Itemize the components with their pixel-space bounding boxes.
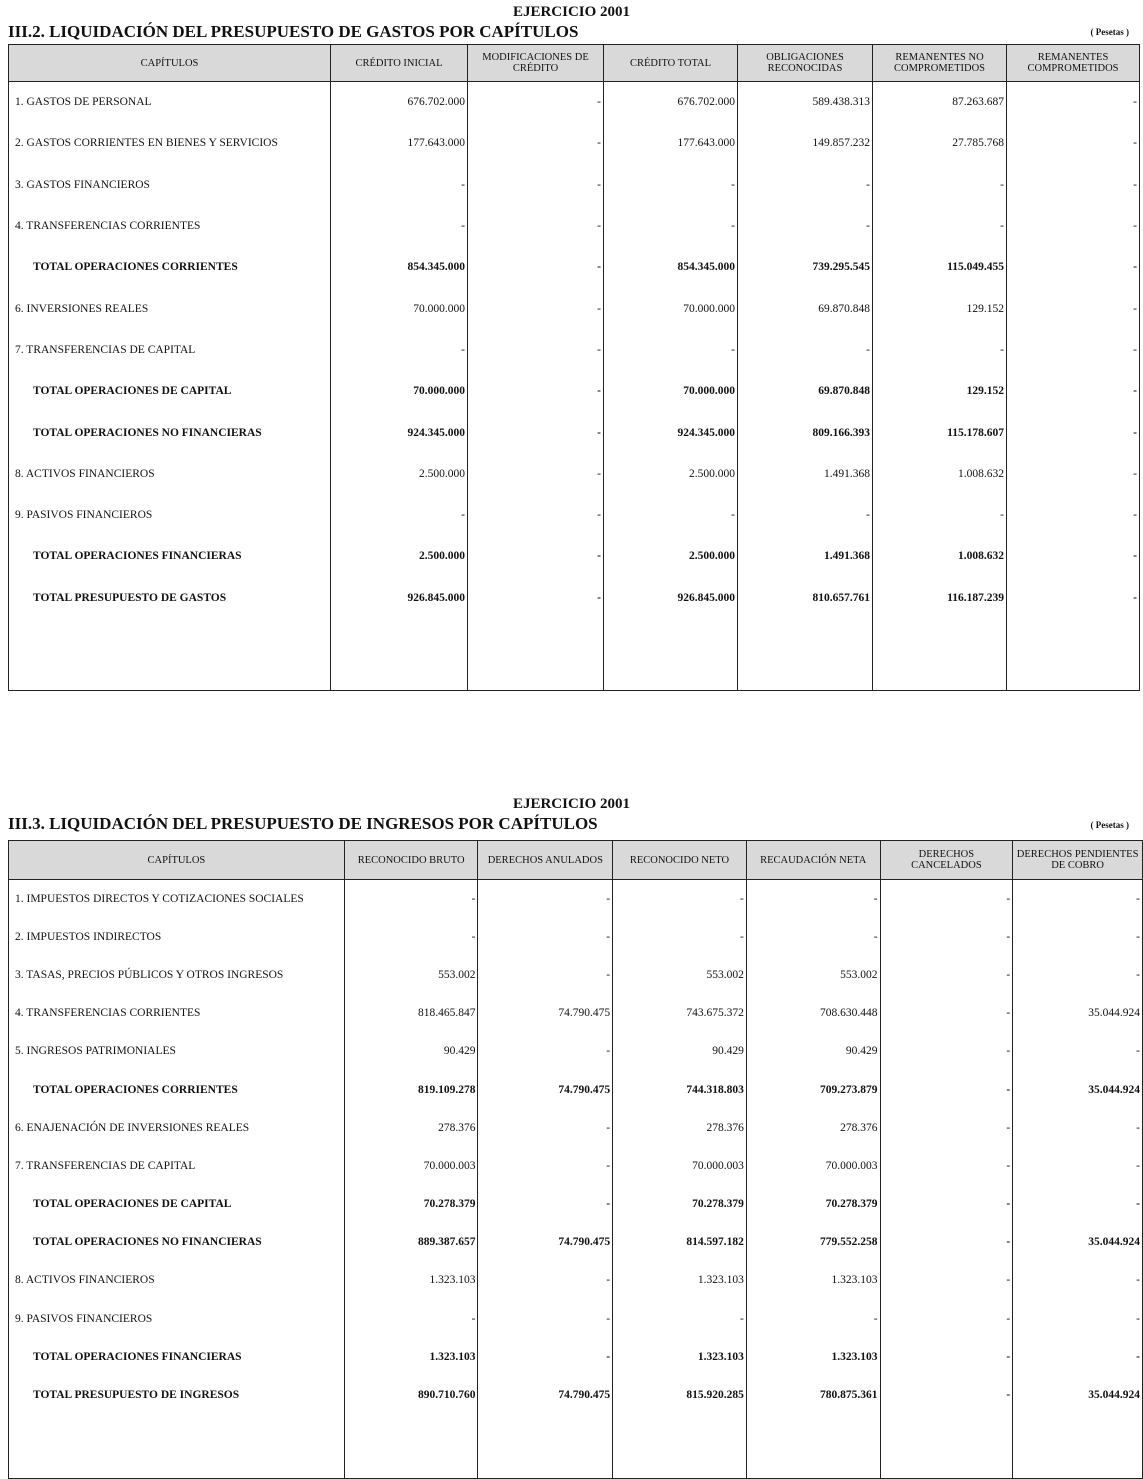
empty-cell: [746, 1414, 880, 1478]
table-row: [9, 994, 1143, 1032]
column-header: CRÉDITO TOTAL: [604, 45, 738, 82]
cell-value: 889.387.657: [344, 1223, 478, 1261]
cell-value: 1.008.632: [873, 536, 1007, 577]
column-header: DERECHOS CANCELADOS: [880, 841, 1013, 880]
cell-value: -: [1007, 577, 1140, 618]
cell-value: 35.044.924: [1013, 1376, 1143, 1414]
table-row: [9, 1261, 1143, 1299]
table-row: [9, 1109, 1143, 1147]
cell-value: 743.675.372: [613, 994, 747, 1032]
ejercicio-heading: EJERCICIO 2001: [512, 796, 631, 812]
table-row: [9, 205, 1140, 246]
cell-value: -: [738, 494, 873, 535]
cell-value: -: [1007, 453, 1140, 494]
cell-value: -: [478, 956, 613, 994]
table-row: [9, 329, 1140, 370]
cell-value: 70.000.000: [604, 288, 738, 329]
cell-value: -: [880, 1070, 1013, 1108]
row-label: 7. TRANSFERENCIAS DE CAPITAL: [9, 1147, 345, 1185]
cell-value: 890.710.760: [344, 1376, 478, 1414]
cell-value: 69.870.848: [738, 288, 873, 329]
cell-value: 2.500.000: [331, 536, 468, 577]
row-label: 1. GASTOS DE PERSONAL: [9, 82, 331, 123]
cell-value: 1.323.103: [613, 1261, 747, 1299]
column-header: CRÉDITO INICIAL: [331, 45, 468, 82]
row-label: TOTAL OPERACIONES NO FINANCIERAS: [9, 1223, 345, 1261]
cell-value: 278.376: [613, 1109, 747, 1147]
cell-value: -: [344, 880, 478, 918]
column-header: MODIFICACIONES DE CRÉDITO: [468, 45, 604, 82]
cell-value: -: [1013, 1109, 1143, 1147]
row-label: TOTAL OPERACIONES FINANCIERAS: [9, 536, 331, 577]
cell-value: 676.702.000: [604, 82, 738, 123]
cell-value: -: [478, 1185, 613, 1223]
units-label: ( Pesetas ): [1090, 820, 1129, 830]
cell-value: 115.049.455: [873, 247, 1007, 288]
total-row: [9, 1338, 1143, 1376]
row-label: TOTAL OPERACIONES CORRIENTES: [9, 1070, 345, 1108]
cell-value: 278.376: [344, 1109, 478, 1147]
table-row: [9, 453, 1140, 494]
row-label: 5. INGRESOS PATRIMONIALES: [9, 1032, 345, 1070]
cell-value: 780.875.361: [746, 1376, 880, 1414]
cell-value: 744.318.803: [613, 1070, 747, 1108]
cell-value: -: [746, 918, 880, 956]
column-header: OBLIGACIONES RECONOCIDAS: [738, 45, 873, 82]
cell-value: -: [880, 1185, 1013, 1223]
total-row: [9, 1185, 1143, 1223]
row-label: 4. TRANSFERENCIAS CORRIENTES: [9, 994, 345, 1032]
row-label: TOTAL OPERACIONES NO FINANCIERAS: [9, 412, 331, 453]
total-row: [9, 577, 1140, 618]
cell-value: -: [880, 1261, 1013, 1299]
cell-value: -: [478, 880, 613, 918]
column-header: DERECHOS PENDIENTES DE COBRO: [1013, 841, 1143, 880]
cell-value: -: [746, 1300, 880, 1338]
cell-value: -: [1007, 164, 1140, 205]
cell-value: -: [468, 536, 604, 577]
cell-value: 1.323.103: [344, 1261, 478, 1299]
cell-value: 70.000.000: [331, 288, 468, 329]
row-label: TOTAL OPERACIONES CORRIENTES: [9, 247, 331, 288]
total-row: [9, 536, 1140, 577]
cell-value: -: [1007, 82, 1140, 123]
row-label: 8. ACTIVOS FINANCIEROS: [9, 453, 331, 494]
cell-value: 70.000.003: [746, 1147, 880, 1185]
row-label: 1. IMPUESTOS DIRECTOS Y COTIZACIONES SOCIALES: [9, 880, 345, 918]
cell-value: -: [478, 1338, 613, 1376]
cell-value: 2.500.000: [331, 453, 468, 494]
cell-value: -: [880, 994, 1013, 1032]
cell-value: -: [873, 205, 1007, 246]
cell-value: -: [880, 1300, 1013, 1338]
gastos-section: [0, 0, 1143, 680]
cell-value: -: [478, 918, 613, 956]
cell-value: 809.166.393: [738, 412, 873, 453]
cell-value: 74.790.475: [478, 1223, 613, 1261]
cell-value: 70.000.000: [604, 371, 738, 412]
cell-value: 589.438.313: [738, 82, 873, 123]
cell-value: 69.870.848: [738, 371, 873, 412]
cell-value: 676.702.000: [331, 82, 468, 123]
ingresos-table-body: [9, 880, 1143, 1479]
cell-value: 553.002: [613, 956, 747, 994]
gastos-title: III.2. LIQUIDACIÓN DEL PRESUPUESTO DE GASTOS POR CAPÍTULOS: [8, 22, 579, 41]
ingresos-table-header: [9, 841, 1143, 880]
row-label: 6. INVERSIONES REALES: [9, 288, 331, 329]
cell-value: -: [880, 1109, 1013, 1147]
gastos-table-header: [9, 45, 1140, 82]
cell-value: 90.429: [746, 1032, 880, 1070]
table-row: [9, 1032, 1143, 1070]
cell-value: 70.278.379: [613, 1185, 747, 1223]
column-header: REMANENTES NO COMPROMETIDOS: [873, 45, 1007, 82]
cell-value: -: [331, 494, 468, 535]
cell-value: -: [880, 918, 1013, 956]
cell-value: 709.273.879: [746, 1070, 880, 1108]
cell-value: 35.044.924: [1013, 1223, 1143, 1261]
cell-value: 1.323.103: [344, 1338, 478, 1376]
row-label: 9. PASIVOS FINANCIEROS: [9, 1300, 345, 1338]
cell-value: -: [1013, 1261, 1143, 1299]
cell-value: -: [468, 453, 604, 494]
row-label: 4. TRANSFERENCIAS CORRIENTES: [9, 205, 331, 246]
cell-value: 70.000.003: [344, 1147, 478, 1185]
cell-value: -: [468, 412, 604, 453]
gastos-table: [8, 44, 1140, 691]
cell-value: -: [1013, 1338, 1143, 1376]
cell-value: 74.790.475: [478, 1376, 613, 1414]
cell-value: -: [738, 205, 873, 246]
cell-value: -: [746, 880, 880, 918]
column-header: DERECHOS ANULADOS: [478, 841, 613, 880]
cell-value: -: [468, 164, 604, 205]
cell-value: -: [1013, 956, 1143, 994]
empty-cell: [873, 618, 1007, 690]
row-label: 6. ENAJENACIÓN DE INVERSIONES REALES: [9, 1109, 345, 1147]
cell-value: 553.002: [746, 956, 880, 994]
cell-value: -: [1013, 1147, 1143, 1185]
row-label: TOTAL OPERACIONES DE CAPITAL: [9, 371, 331, 412]
cell-value: 1.323.103: [613, 1338, 747, 1376]
empty-cell: [468, 618, 604, 690]
row-label: 9. PASIVOS FINANCIEROS: [9, 494, 331, 535]
cell-value: -: [468, 371, 604, 412]
cell-value: 2.500.000: [604, 536, 738, 577]
cell-value: 779.552.258: [746, 1223, 880, 1261]
cell-value: 177.643.000: [331, 123, 468, 164]
cell-value: 924.345.000: [331, 412, 468, 453]
row-label: 3. GASTOS FINANCIEROS: [9, 164, 331, 205]
cell-value: 1.491.368: [738, 536, 873, 577]
cell-value: -: [604, 205, 738, 246]
cell-value: -: [613, 880, 747, 918]
cell-value: -: [880, 1147, 1013, 1185]
empty-cell: [880, 1414, 1013, 1478]
row-label: TOTAL PRESUPUESTO DE INGRESOS: [9, 1376, 345, 1414]
table-row: [9, 288, 1140, 329]
units-label: ( Pesetas ): [1090, 27, 1129, 37]
cell-value: -: [468, 205, 604, 246]
ingresos-table: [8, 840, 1143, 1479]
cell-value: -: [344, 918, 478, 956]
cell-value: 854.345.000: [604, 247, 738, 288]
cell-value: 815.920.285: [613, 1376, 747, 1414]
cell-value: -: [468, 577, 604, 618]
table-row: [9, 880, 1143, 918]
cell-value: -: [468, 82, 604, 123]
cell-value: -: [873, 494, 1007, 535]
cell-value: -: [1007, 371, 1140, 412]
empty-cell: [738, 618, 873, 690]
cell-value: -: [468, 247, 604, 288]
cell-value: -: [478, 1032, 613, 1070]
cell-value: 2.500.000: [604, 453, 738, 494]
table-row: [9, 956, 1143, 994]
total-row: [9, 1070, 1143, 1108]
cell-value: -: [331, 205, 468, 246]
cell-value: 926.845.000: [331, 577, 468, 618]
cell-value: 74.790.475: [478, 1070, 613, 1108]
empty-cell: [1007, 618, 1140, 690]
cell-value: -: [1013, 1185, 1143, 1223]
cell-value: -: [468, 288, 604, 329]
column-header: RECONOCIDO NETO: [613, 841, 747, 880]
total-row: [9, 247, 1140, 288]
cell-value: -: [880, 956, 1013, 994]
total-row: [9, 412, 1140, 453]
cell-value: -: [1007, 288, 1140, 329]
total-row: [9, 1223, 1143, 1261]
cell-value: 116.187.239: [873, 577, 1007, 618]
table-row: [9, 123, 1140, 164]
row-label: TOTAL OPERACIONES FINANCIERAS: [9, 1338, 345, 1376]
column-header: RECAUDACIÓN NETA: [746, 841, 880, 880]
cell-value: -: [468, 494, 604, 535]
cell-value: 819.109.278: [344, 1070, 478, 1108]
cell-value: -: [1013, 1032, 1143, 1070]
cell-value: 70.278.379: [746, 1185, 880, 1223]
cell-value: 708.630.448: [746, 994, 880, 1032]
cell-value: -: [1007, 494, 1140, 535]
cell-value: 553.002: [344, 956, 478, 994]
row-label: 2. GASTOS CORRIENTES EN BIENES Y SERVICIOS: [9, 123, 331, 164]
cell-value: -: [604, 494, 738, 535]
cell-value: 1.323.103: [746, 1338, 880, 1376]
cell-value: -: [613, 1300, 747, 1338]
column-header: CAPÍTULOS: [9, 841, 345, 880]
cell-value: -: [1007, 205, 1140, 246]
cell-value: -: [344, 1300, 478, 1338]
cell-value: -: [1007, 123, 1140, 164]
row-label: 2. IMPUESTOS INDIRECTOS: [9, 918, 345, 956]
ejercicio-heading: EJERCICIO 2001: [512, 4, 631, 20]
cell-value: -: [613, 918, 747, 956]
cell-value: -: [880, 1223, 1013, 1261]
cell-value: -: [478, 1109, 613, 1147]
row-label: 7. TRANSFERENCIAS DE CAPITAL: [9, 329, 331, 370]
cell-value: 1.491.368: [738, 453, 873, 494]
ingresos-section: [0, 792, 1143, 1466]
cell-value: -: [880, 1032, 1013, 1070]
cell-value: -: [738, 164, 873, 205]
cell-value: -: [478, 1261, 613, 1299]
cell-value: -: [1007, 412, 1140, 453]
cell-value: -: [1007, 247, 1140, 288]
row-label: 3. TASAS, PRECIOS PÚBLICOS Y OTROS INGRESOS: [9, 956, 345, 994]
cell-value: 810.657.761: [738, 577, 873, 618]
cell-value: -: [880, 1338, 1013, 1376]
table-filler-row: [9, 1414, 1143, 1478]
table-row: [9, 494, 1140, 535]
cell-value: -: [331, 329, 468, 370]
cell-value: 149.857.232: [738, 123, 873, 164]
cell-value: 924.345.000: [604, 412, 738, 453]
cell-value: -: [478, 1300, 613, 1338]
cell-value: 70.000.000: [331, 371, 468, 412]
cell-value: -: [604, 329, 738, 370]
empty-cell: [331, 618, 468, 690]
total-row: [9, 371, 1140, 412]
cell-value: -: [880, 1376, 1013, 1414]
cell-value: 854.345.000: [331, 247, 468, 288]
cell-value: 818.465.847: [344, 994, 478, 1032]
cell-value: 278.376: [746, 1109, 880, 1147]
cell-value: -: [331, 164, 468, 205]
empty-cell: [478, 1414, 613, 1478]
cell-value: 115.178.607: [873, 412, 1007, 453]
cell-value: -: [468, 123, 604, 164]
empty-cell: [9, 1414, 345, 1478]
cell-value: -: [1013, 1300, 1143, 1338]
cell-value: -: [738, 329, 873, 370]
cell-value: -: [1007, 536, 1140, 577]
cell-value: 926.845.000: [604, 577, 738, 618]
cell-value: -: [873, 329, 1007, 370]
cell-value: 1.323.103: [746, 1261, 880, 1299]
cell-value: 70.000.003: [613, 1147, 747, 1185]
row-label: 8. ACTIVOS FINANCIEROS: [9, 1261, 345, 1299]
cell-value: 814.597.182: [613, 1223, 747, 1261]
total-row: [9, 1376, 1143, 1414]
empty-cell: [1013, 1414, 1143, 1478]
cell-value: -: [1007, 329, 1140, 370]
cell-value: 74.790.475: [478, 994, 613, 1032]
cell-value: -: [604, 164, 738, 205]
cell-value: 129.152: [873, 371, 1007, 412]
empty-cell: [9, 618, 331, 690]
empty-cell: [604, 618, 738, 690]
cell-value: -: [873, 164, 1007, 205]
cell-value: 87.263.687: [873, 82, 1007, 123]
table-row: [9, 918, 1143, 956]
cell-value: 27.785.768: [873, 123, 1007, 164]
table-filler-row: [9, 618, 1140, 690]
table-row: [9, 1147, 1143, 1185]
empty-cell: [613, 1414, 747, 1478]
column-header: REMANENTES COMPROMETIDOS: [1007, 45, 1140, 82]
cell-value: -: [478, 1147, 613, 1185]
cell-value: 177.643.000: [604, 123, 738, 164]
cell-value: 1.008.632: [873, 453, 1007, 494]
column-header: RECONOCIDO BRUTO: [344, 841, 478, 880]
table-row: [9, 1300, 1143, 1338]
cell-value: 129.152: [873, 288, 1007, 329]
cell-value: -: [1013, 918, 1143, 956]
cell-value: -: [1013, 880, 1143, 918]
cell-value: -: [880, 880, 1013, 918]
cell-value: -: [468, 329, 604, 370]
cell-value: 70.278.379: [344, 1185, 478, 1223]
empty-cell: [344, 1414, 478, 1478]
cell-value: 90.429: [613, 1032, 747, 1070]
cell-value: 739.295.545: [738, 247, 873, 288]
row-label: TOTAL PRESUPUESTO DE GASTOS: [9, 577, 331, 618]
table-row: [9, 164, 1140, 205]
gastos-table-body: [9, 82, 1140, 691]
row-label: TOTAL OPERACIONES DE CAPITAL: [9, 1185, 345, 1223]
cell-value: 35.044.924: [1013, 1070, 1143, 1108]
cell-value: 90.429: [344, 1032, 478, 1070]
ingresos-title: III.3. LIQUIDACIÓN DEL PRESUPUESTO DE INGRESOS POR CAPÍTULOS: [8, 814, 598, 833]
column-header: CAPÍTULOS: [9, 45, 331, 82]
table-row: [9, 82, 1140, 123]
cell-value: 35.044.924: [1013, 994, 1143, 1032]
